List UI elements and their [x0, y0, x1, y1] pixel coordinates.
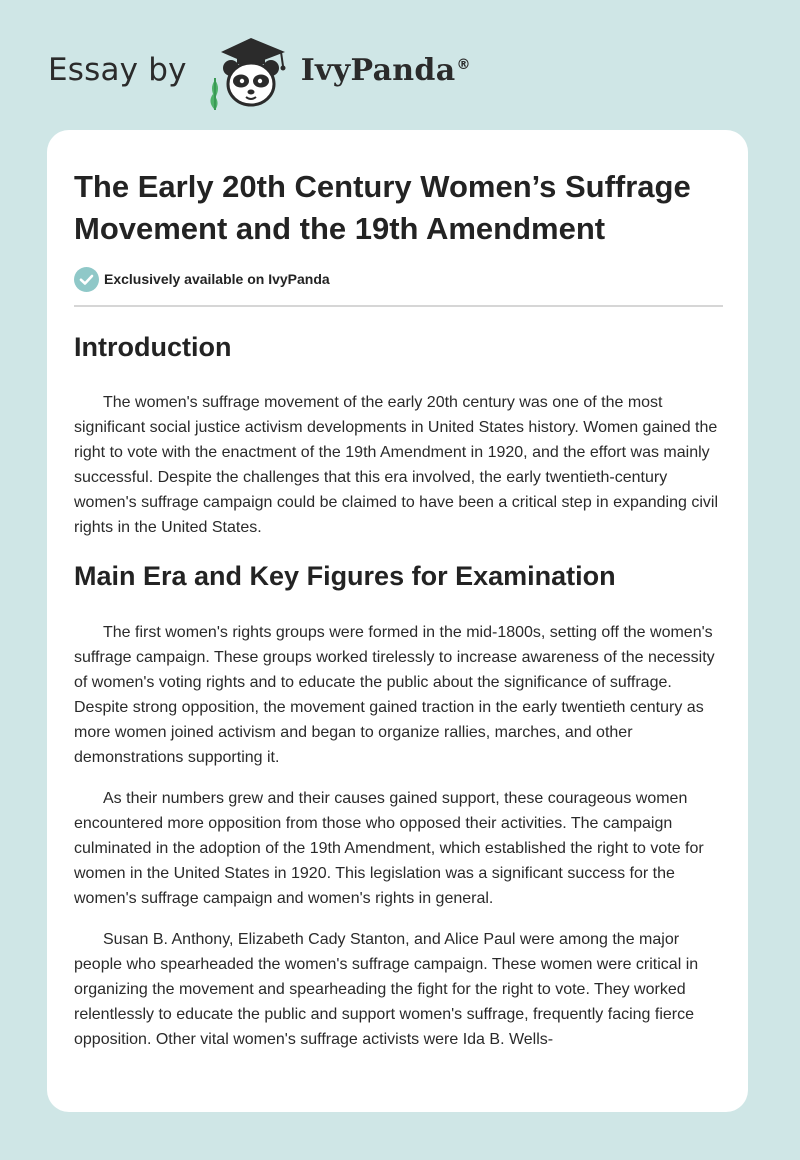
section-heading-main-era: Main Era and Key Figures for Examination: [74, 561, 616, 591]
paragraph: The women's suffrage movement of the early 20th century was one of the most significant social justice activism developments in United States history. Women gained the right to vote with the enactment of the 19th Amendment in 1920, and the effort was mainly successful. Despite the challenges that this era involved, the early twentieth-century women's suffrage campaign could be claimed to have been a critical step in expanding civil rights in the United States.: [74, 394, 719, 536]
section-heading-introduction: Introduction: [74, 332, 232, 362]
essay-content: [74, 166, 724, 1052]
paragraph: The first women's rights groups were formed in the mid-1800s, setting off the women's suffrage campaign. These groups worked tirelessly to increase awareness of the necessity of women's voting rights and to educate the public about the significance of suffrage. Despite strong opposition, the movement gained traction in the early twentieth century as more women joined activism and began to organize rallies, marches, and other demonstrations supporting it.: [74, 624, 715, 766]
exclusive-badge: [74, 266, 724, 292]
check-circle-icon: [74, 267, 99, 292]
brand-header: [48, 30, 471, 110]
panda-graduate-logo-icon[interactable]: [201, 30, 297, 110]
title-divider: [74, 305, 723, 307]
brand-name: IvyPanda®: [300, 52, 471, 88]
brand-prefix: Essay by: [48, 52, 187, 88]
paragraph: As their numbers grew and their causes gained support, these courageous women encountered more opposition from those who opposed their activities. The campaign culminated in the adoption of the 19th Amendment, which established the right to vote for women in the United States in 1920. This legislation was a significant success for the women's suffrage campaign and women's rights in general.: [74, 790, 704, 907]
paragraph: Susan B. Anthony, Elizabeth Cady Stanton, and Alice Paul were among the major people who spearheaded the women's suffrage campaign. These women were critical in organizing the movement and spearheading the fight for the right to vote. They worked relentlessly to educate the public and support women's suffrage, frequently facing fierce opposition. Other vital women's suffrage activists were Ida B. Wells-: [74, 931, 699, 1048]
essay-card: [47, 130, 748, 1112]
exclusive-badge-text: Exclusively available on IvyPanda: [104, 271, 330, 287]
registered-mark: ®: [456, 56, 471, 73]
page-title: The Early 20th Century Women’s Suffrage Movement and the 19th Amendment: [74, 169, 691, 246]
